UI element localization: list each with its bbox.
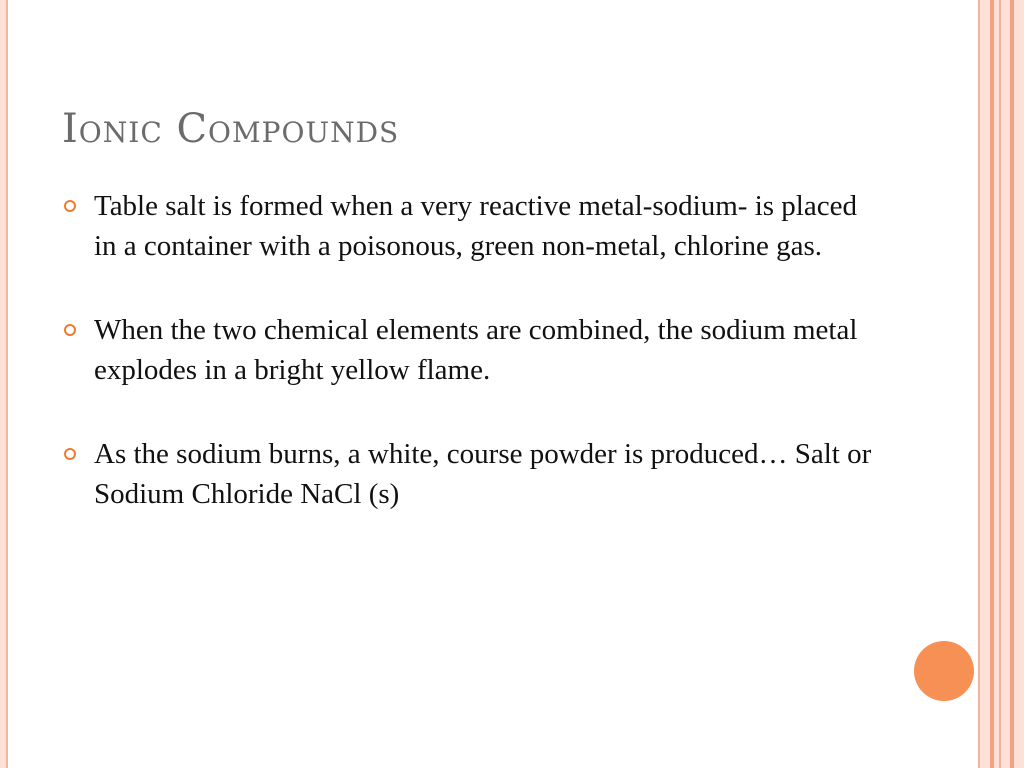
bullet-circle-icon <box>64 200 76 212</box>
bullet-text: Table salt is formed when a very reactive metal-sodium- is placed in a container with a poisonous, green non-metal, chlorine gas. <box>94 190 857 262</box>
bullet-circle-icon <box>64 448 76 460</box>
bullet-circle-icon <box>64 324 76 336</box>
decorative-circle <box>914 641 974 701</box>
bullet-item <box>62 310 882 390</box>
bullet-item <box>62 434 882 514</box>
bullet-item <box>62 186 882 266</box>
left-border-decoration <box>0 0 8 768</box>
bullet-text: As the sodium burns, a white, course powder is produced… Salt or Sodium Chloride NaCl (s) <box>94 438 872 510</box>
bullet-text: When the two chemical elements are combined, the sodium metal explodes in a bright yellow flame. <box>94 314 858 386</box>
slide-title: Ionic Compounds <box>62 106 400 152</box>
right-stripe-decoration <box>978 0 1024 768</box>
bullet-list <box>62 186 882 558</box>
